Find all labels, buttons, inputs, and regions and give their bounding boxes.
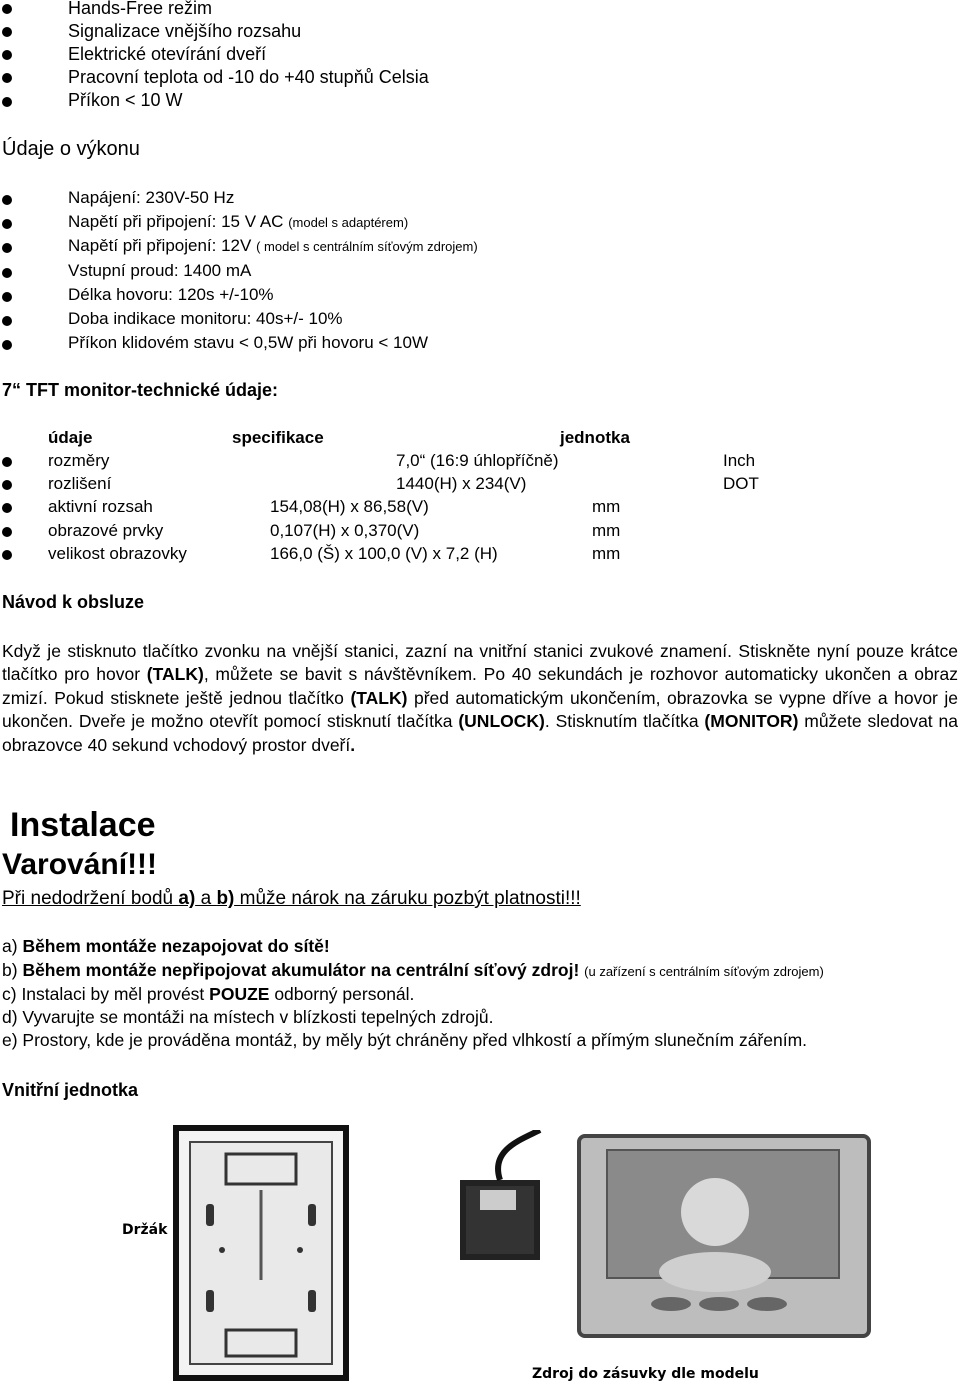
spec-name: rozměry xyxy=(48,451,110,470)
bullet-icon xyxy=(2,457,12,467)
inner-unit-photo xyxy=(0,1120,960,1394)
spec-value: 166,0 (Š) x 100,0 (V) x 7,2 (H) xyxy=(270,544,498,563)
install-item-b: b) Během montáže nepřipojovat akumulátor na centrální síťový zdroj! (u zařízení s centrálním síťovým zdrojem) xyxy=(2,960,824,980)
feature-item: Pracovní teplota od -10 do +40 stupňů Celsia xyxy=(68,67,429,87)
bullet-icon xyxy=(2,292,12,302)
install-title: Instalace xyxy=(10,806,156,844)
bullet-icon xyxy=(2,27,12,37)
performance-item: Napájení: 230V-50 Hz xyxy=(68,188,235,207)
col-header: jednotka xyxy=(560,428,630,447)
holder-label: Držák xyxy=(122,1222,168,1238)
bullet-icon xyxy=(2,268,12,278)
warning-subtitle: Při nedodržení bodů a) a b) může nárok na záruku pozbýt platnosti!!! xyxy=(2,888,581,909)
inner-unit-heading: Vnitřní jednotka xyxy=(2,1080,139,1100)
bullet-icon xyxy=(2,219,12,229)
install-item-c: c) Instalaci by měl provést POUZE odborný personál. xyxy=(2,984,415,1004)
install-item-d: d) Vyvarujte se montáži na místech v blízkosti tepelných zdrojů. xyxy=(2,1007,494,1027)
performance-item: Vstupní proud: 1400 mA xyxy=(68,261,252,280)
spec-value: 0,107(H) x 0,370(V) xyxy=(270,521,420,540)
power-adapter-image xyxy=(450,1130,570,1270)
install-item-a: a) Během montáže nezapojovat do sítě! xyxy=(2,936,330,956)
feature-item: Hands-Free režim xyxy=(68,0,213,18)
bullet-icon xyxy=(2,73,12,83)
manual-heading: Návod k obsluze xyxy=(2,592,145,612)
performance-heading: Údaje o výkonu xyxy=(2,138,140,160)
spec-value: 1440(H) x 234(V) xyxy=(396,474,527,493)
spec-name: obrazové prvky xyxy=(48,521,164,540)
performance-item: Příkon klidovém stavu < 0,5W při hovoru < 10W xyxy=(68,333,428,352)
wall-bracket-image xyxy=(0,1120,420,1394)
col-header: specifikace xyxy=(232,428,324,447)
bullet-icon xyxy=(2,550,12,560)
install-item-e: e) Prostory, kde je prováděna montáž, by měly být chráněny před vlhkostí a přímým slunečním zářením. xyxy=(2,1030,808,1050)
spec-unit: mm xyxy=(592,521,621,540)
power-supply-label: Zdroj do zásuvky dle modelu xyxy=(532,1366,759,1382)
feature-item: Elektrické otevírání dveří xyxy=(68,44,267,64)
spec-unit: mm xyxy=(592,497,621,516)
monitor-heading: 7“ TFT monitor-technické údaje: xyxy=(2,380,279,400)
spec-name: velikost obrazovky xyxy=(48,544,187,563)
bullet-icon xyxy=(2,503,12,513)
spec-unit: DOT xyxy=(723,474,759,493)
bullet-icon xyxy=(2,316,12,326)
warning-title: Varování!!! xyxy=(2,848,158,881)
performance-item: Napětí při připojení: 15 V AC (model s adaptérem) xyxy=(68,212,409,231)
spec-value: 7,0“ (16:9 úhlopříčně) xyxy=(396,451,559,470)
performance-item: Napětí při připojení: 12V ( model s centrálním síťovým zdrojem) xyxy=(68,236,478,255)
bullet-icon xyxy=(2,243,12,253)
performance-item: Doba indikace monitoru: 40s+/- 10% xyxy=(68,309,343,328)
bullet-icon xyxy=(2,4,12,14)
spec-unit: Inch xyxy=(723,451,756,470)
bullet-icon xyxy=(2,480,12,490)
manual-paragraph: Když je stisknuto tlačítko zvonku na vnější stanici, zazní na vnitřní stanici zvukové znamení. Stiskněte nyní pouze krátce tlačítko pro hovor (TALK), můžete se bavit s návštěvníkem. Po 40 sekundách je rozhovor automaticky ukončen a obraz zmizí. Pokud stisknete ještě jednou tlačítko (TALK) před automatickým ukončením, obrazovka se vypne dříve a hovor je ukončen. Dveře je možno otevřít pomocí stisknutí tlačítka (UNLOCK). Stisknutím tlačítka (MONITOR) můžete sledovat na obrazovce 40 sekund vchodový prostor dveří. xyxy=(2,641,959,755)
bullet-icon xyxy=(2,50,12,60)
bullet-icon xyxy=(2,527,12,537)
bullet-icon xyxy=(2,97,12,107)
bullet-icon xyxy=(2,195,12,205)
bullet-icon xyxy=(2,340,12,350)
col-header: údaje xyxy=(48,428,93,447)
performance-item: Délka hovoru: 120s +/-10% xyxy=(68,285,274,304)
feature-item: Příkon < 10 W xyxy=(68,90,183,110)
feature-item: Signalizace vnějšího rozsahu xyxy=(68,21,302,41)
indoor-monitor-image xyxy=(575,1132,895,1372)
spec-value: 154,08(H) x 86,58(V) xyxy=(270,497,429,516)
spec-name: rozlišení xyxy=(48,474,112,493)
spec-unit: mm xyxy=(592,544,621,563)
spec-name: aktivní rozsah xyxy=(48,497,153,516)
